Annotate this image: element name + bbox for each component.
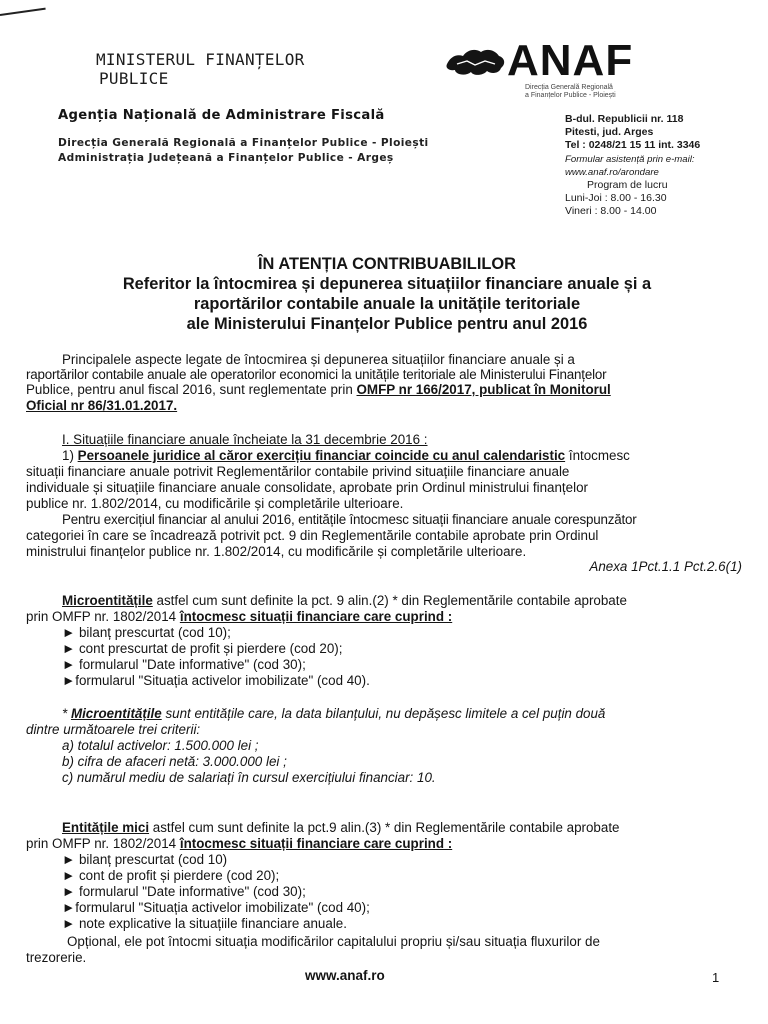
contact-city: Pitesti, jud. Arges [565,126,654,139]
small-label: Entitățile mici [62,820,150,835]
annex-reference: Anexa 1Pct.1.1 Pct.2.6(1) [589,559,742,574]
small-line-2-bold: întocmesc situații financiare care cuprind : [179,836,453,851]
map-emblem-icon [445,44,507,80]
ministry-line-1: MINISTERUL FINANȚELOR [96,50,305,69]
small-bullet-1: ► bilanț prescurtat (cod 10) [62,852,228,867]
title-line-1: ÎN ATENȚIA CONTRIBUABILILOR [258,255,516,273]
bullet-arrow-icon: ► [62,868,79,883]
section-1-p2-line-2: categoriei în care se încadrează potrivit pct. 9 din Reglementările contabile aprobate prin Ordinul [26,528,599,543]
bullet-arrow-icon: ► [62,884,79,899]
small-bullet-4: ►formularul "Situația activelor imobilizate" (cod 40); [62,900,370,915]
micro-note-star: * [62,706,71,721]
omfp-reference-link[interactable]: OMFP nr 166/2017, publicat în Monitorul [356,382,611,397]
micro-note-rest: sunt entitățile care, la data bilanțului, nu depășesc limitele a cel puțin două [161,706,606,721]
section-1-p1-line-4: publice nr. 1.802/2014, cu modificările și completările ulterioare. [26,496,404,511]
bullet-arrow-icon: ► [62,852,79,867]
agency-name: Agenția Națională de Administrare Fiscală [58,108,385,123]
micro-bullet-4: ►formularul "Situația activelor imobilizate" (cod 40). [62,673,370,688]
section-1-p2-line-3: ministrului finanțelor publice nr. 1.802/2014, cu modificările și completările ulterioare. [26,544,527,559]
intro-line-2: raportărilor contabile anuale ale operatorilor economici la unitățile teritoriale ale Ministerului Finanțelor [26,367,607,382]
title-line-2: Referitor la întocmirea și depunerea situațiilor financiare anuale și a [122,275,652,293]
bullet-arrow-icon: ► [62,673,76,688]
micro-bullet-1: ► bilanț prescurtat (cod 10); [62,625,231,640]
schedule-mon-thu: Luni-Joi : 8.00 - 16.30 [565,192,667,205]
directorate-line-2: Administrația Județeană a Finanțelor Publice - Argeș [58,152,394,164]
intro-line-3-prefix: Publice, pentru anul fiscal 2016, sunt reglementate prin [26,382,357,397]
directorate [58,136,429,166]
intro-line-1: Principalele aspecte legate de întocmirea și depunerea situațiilor financiare anuale și a [62,352,575,367]
logo-subtitle [525,84,616,100]
micro-bullet-2: ► cont prescurtat de profit și pierdere (cod 20); [62,641,343,656]
logo-text: ANAF [507,36,634,85]
anaf-logo [445,36,705,85]
micro-note-line-1 [62,706,605,721]
micro-bullet-3: ► formularul "Date informative" (cod 30); [62,657,306,672]
bullet-arrow-icon: ► [62,916,79,931]
section-1-p2-line-1: Pentru exercițiul financiar al anului 2016, entitățile întocmesc situații financiare anuale corespunzător [62,512,637,527]
section-1-p1-line-2: situații financiare anuale potrivit Reglementărilor contabile privind situațiile financiare anuale [26,464,570,479]
micro-label: Microentitățile [62,593,153,608]
micro-intro-line-2 [26,609,452,624]
section-1-p1-line-3: individuale și situațiile financiare anuale consolidate, aprobate prin Ordinul ministrului finanțelor [26,480,588,495]
micro-line-2-bold: întocmesc situații financiare care cuprind : [179,609,453,624]
contact-form-url: www.anaf.ro/arondare [565,166,659,178]
monitorul-oficial-link[interactable]: Oficial nr 86/31.01.2017. [26,398,178,413]
micro-intro-rest: astfel cum sunt definite la pct. 9 alin.(2) * din Reglementările contabile aprobate [152,593,627,608]
contact-address: B-dul. Republicii nr. 118 [565,113,684,125]
small-bullet-3: ► formularul "Date informative" (cod 30); [62,884,306,899]
small-line-2-prefix: prin OMFP nr. 1802/2014 [26,836,180,851]
small-bullet-5: ► note explicative la situațiile financiare anuale. [62,916,347,931]
contact-block [565,113,700,219]
page-number: 1 [712,970,720,985]
p1-subject: Persoanele juridice al căror exercițiu financiar coincide cu anul calendaristic [77,448,566,463]
ministry-name [96,50,305,88]
small-intro-rest: astfel cum sunt definite la pct.9 alin.(3) * din Reglementările contabile aprobate [149,820,620,835]
small-intro-line-1 [62,820,620,835]
title-line-3: raportărilor contabile anuale la unitățile teritoriale [193,295,581,313]
logo-subtitle-line-1: Direcția Generală Regională [525,84,613,91]
small-optional-line-2: trezorerie. [26,950,87,965]
bullet-arrow-icon: ► [62,657,79,672]
section-1-p1-line-1 [62,448,630,463]
p1-number: 1) [62,448,78,463]
small-intro-line-2 [26,836,452,851]
schedule-fri: Vineri : 8.00 - 14.00 [565,205,657,218]
directorate-line-1: Direcția Generală Regională a Finanțelor Publice - Ploiești [58,137,429,149]
micro-criterion-b: b) cifra de afaceri netă: 3.000.000 lei ; [62,754,287,769]
small-bullet-2: ► cont de profit și pierdere (cod 20); [62,868,280,883]
document-title [40,254,734,334]
small-optional-line-1: Opțional, ele pot întocmi situația modificărilor capitalului propriu și/sau situația fluxurilor de [67,934,600,949]
scan-mark [0,8,46,16]
bullet-arrow-icon: ► [62,641,79,656]
title-line-4: ale Ministerului Finanțelor Publice pentru anul 2016 [186,315,588,333]
bullet-arrow-icon: ► [62,625,79,640]
p1-rest: întocmesc [565,448,630,463]
contact-form-label: Formular asistență prin e-mail: [565,153,695,165]
bullet-arrow-icon: ► [62,900,76,915]
micro-intro-line-1 [62,593,627,608]
schedule-title: Program de lucru [587,179,668,192]
micro-note-label: Microentitățile [70,706,162,721]
micro-criterion-a: a) totalul activelor: 1.500.000 lei ; [62,738,259,753]
micro-line-2-prefix: prin OMFP nr. 1802/2014 [26,609,180,624]
ministry-line-2: PUBLICE [99,69,169,88]
intro-line-3 [26,382,611,397]
section-1-heading: I. Situațiile financiare anuale încheiate la 31 decembrie 2016 : [62,432,428,447]
footer-url[interactable]: www.anaf.ro [305,968,385,983]
logo-subtitle-line-2: a Finanțelor Publice - Ploiești [525,92,616,99]
micro-criterion-c: c) numărul mediu de salariați în cursul exercițiului financiar: 10. [62,770,436,785]
micro-note-line-2: dintre următoarele trei criterii: [26,722,201,737]
contact-phone: Tel : 0248/21 15 11 int. 3346 [565,139,701,152]
